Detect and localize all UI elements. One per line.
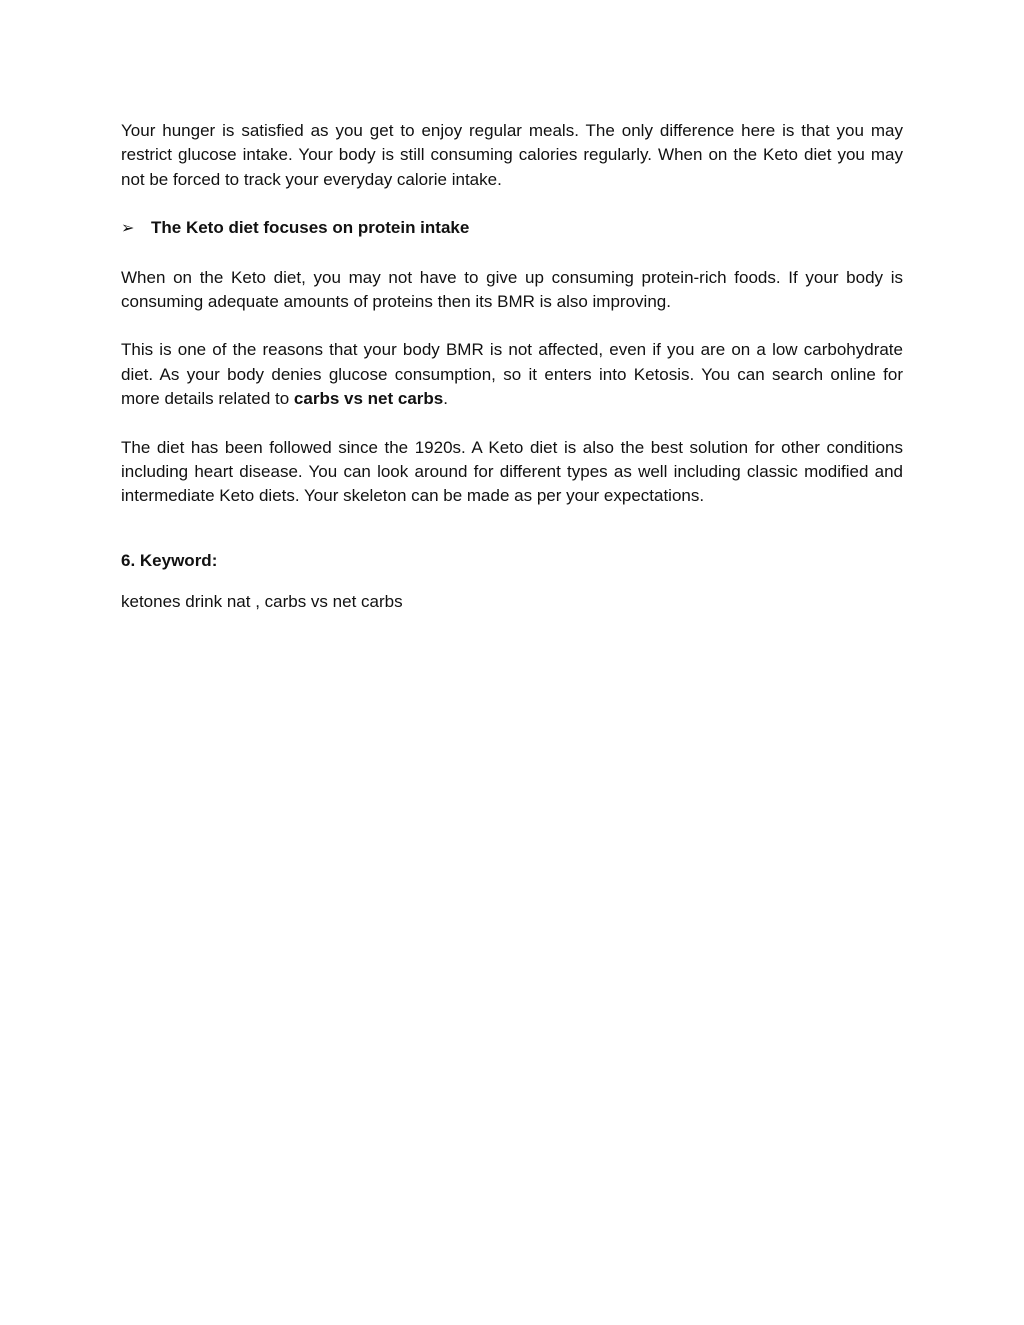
- paragraph-history: The diet has been followed since the 1920s. A Keto diet is also the best solution for other conditions including heart disease. You can look around for different types as well including classic modified and intermediate Keto diets. Your skeleton can be made as per your expectations.: [121, 437, 903, 506]
- paragraph-hunger: Your hunger is satisfied as you get to enjoy regular meals. The only difference here is that you may restrict glucose intake. Your body is still consuming calories regularly. When on the Keto diet you may not be forced to track your everyday calorie intake.: [121, 121, 903, 189]
- carbs-vs-net-carbs-bold: carbs vs net carbs: [293, 389, 444, 409]
- keyword-heading: 6. Keyword:: [121, 550, 218, 570]
- paragraph-bmr-end: .: [443, 389, 448, 409]
- bullet-heading: The Keto diet focuses on protein intake: [151, 218, 470, 238]
- paragraph-bmr-text: This is one of the reasons that your body BMR is not affected, even if you are on a low carbohydrate diet. As your body denies glucose consumption, so it enters into Ketosis. You can search online for more details related to: [121, 340, 903, 409]
- bullet-item-protein: [121, 216, 903, 241]
- paragraph-bmr: [121, 338, 903, 411]
- arrowhead-bullet-icon: ➢: [121, 220, 135, 238]
- document-page: [121, 119, 903, 615]
- paragraph-protein: When on the Keto diet, you may not have to give up consuming protein-rich foods. If your body is consuming adequate amounts of proteins then its BMR is also improving.: [121, 267, 903, 312]
- keyword-list: ketones drink nat , carbs vs net carbs: [121, 592, 403, 612]
